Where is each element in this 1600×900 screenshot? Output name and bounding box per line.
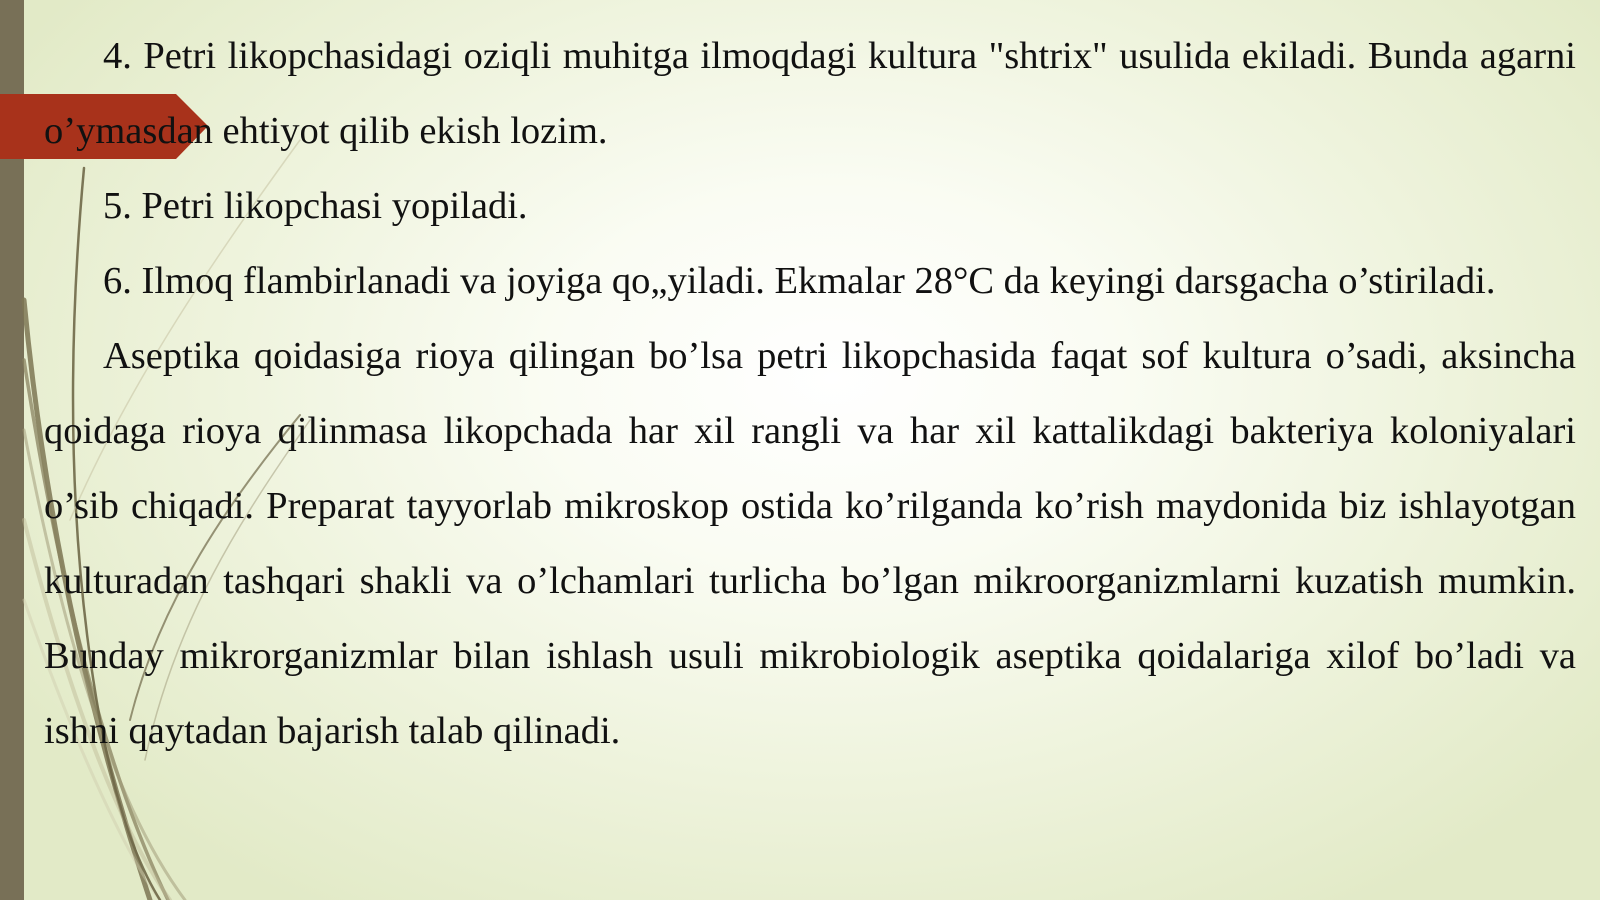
paragraph-step-5: 5. Petri likopchasi yopiladi. — [103, 185, 528, 227]
body-text — [44, 19, 1576, 769]
paragraph-aseptika: Aseptika qoidasiga rioya qilingan bo’lsa petri likopchasida faqat sof kultura o’sadi, aksincha qoidaga rioya qilinmasa likopchada har xil rangli va har xil kattalikdagi bakteriya koloniyalari o’sib chiqadi. Preparat tayyorlab mikroskop ostida ko’rilganda ko’rish maydonida biz ishlayotgan kulturadan tashqari shakli va o’lchamlari turlicha bo’lgan mikroorganizmlarni kuzatish mumkin. Bunday mikrorganizmlar bilan ishlash usuli mikrobiologik aseptika qoidalariga xilof bo’ladi va ishni qaytadan bajarish talab qilinadi. — [44, 335, 1576, 752]
paragraph-step-6: 6. Ilmoq flambirlanadi va joyiga qo„yiladi. Ekmalar 28°C da keyingi darsgacha o’stiriladi. — [103, 260, 1496, 302]
paragraph-step-4: 4. Petri likopchasidagi oziqli muhitga ilmoqdagi kultura "shtrix" usulida ekiladi. Bunda agarni o’ymasdan ehtiyot qilib ekish lozim. — [44, 35, 1576, 152]
